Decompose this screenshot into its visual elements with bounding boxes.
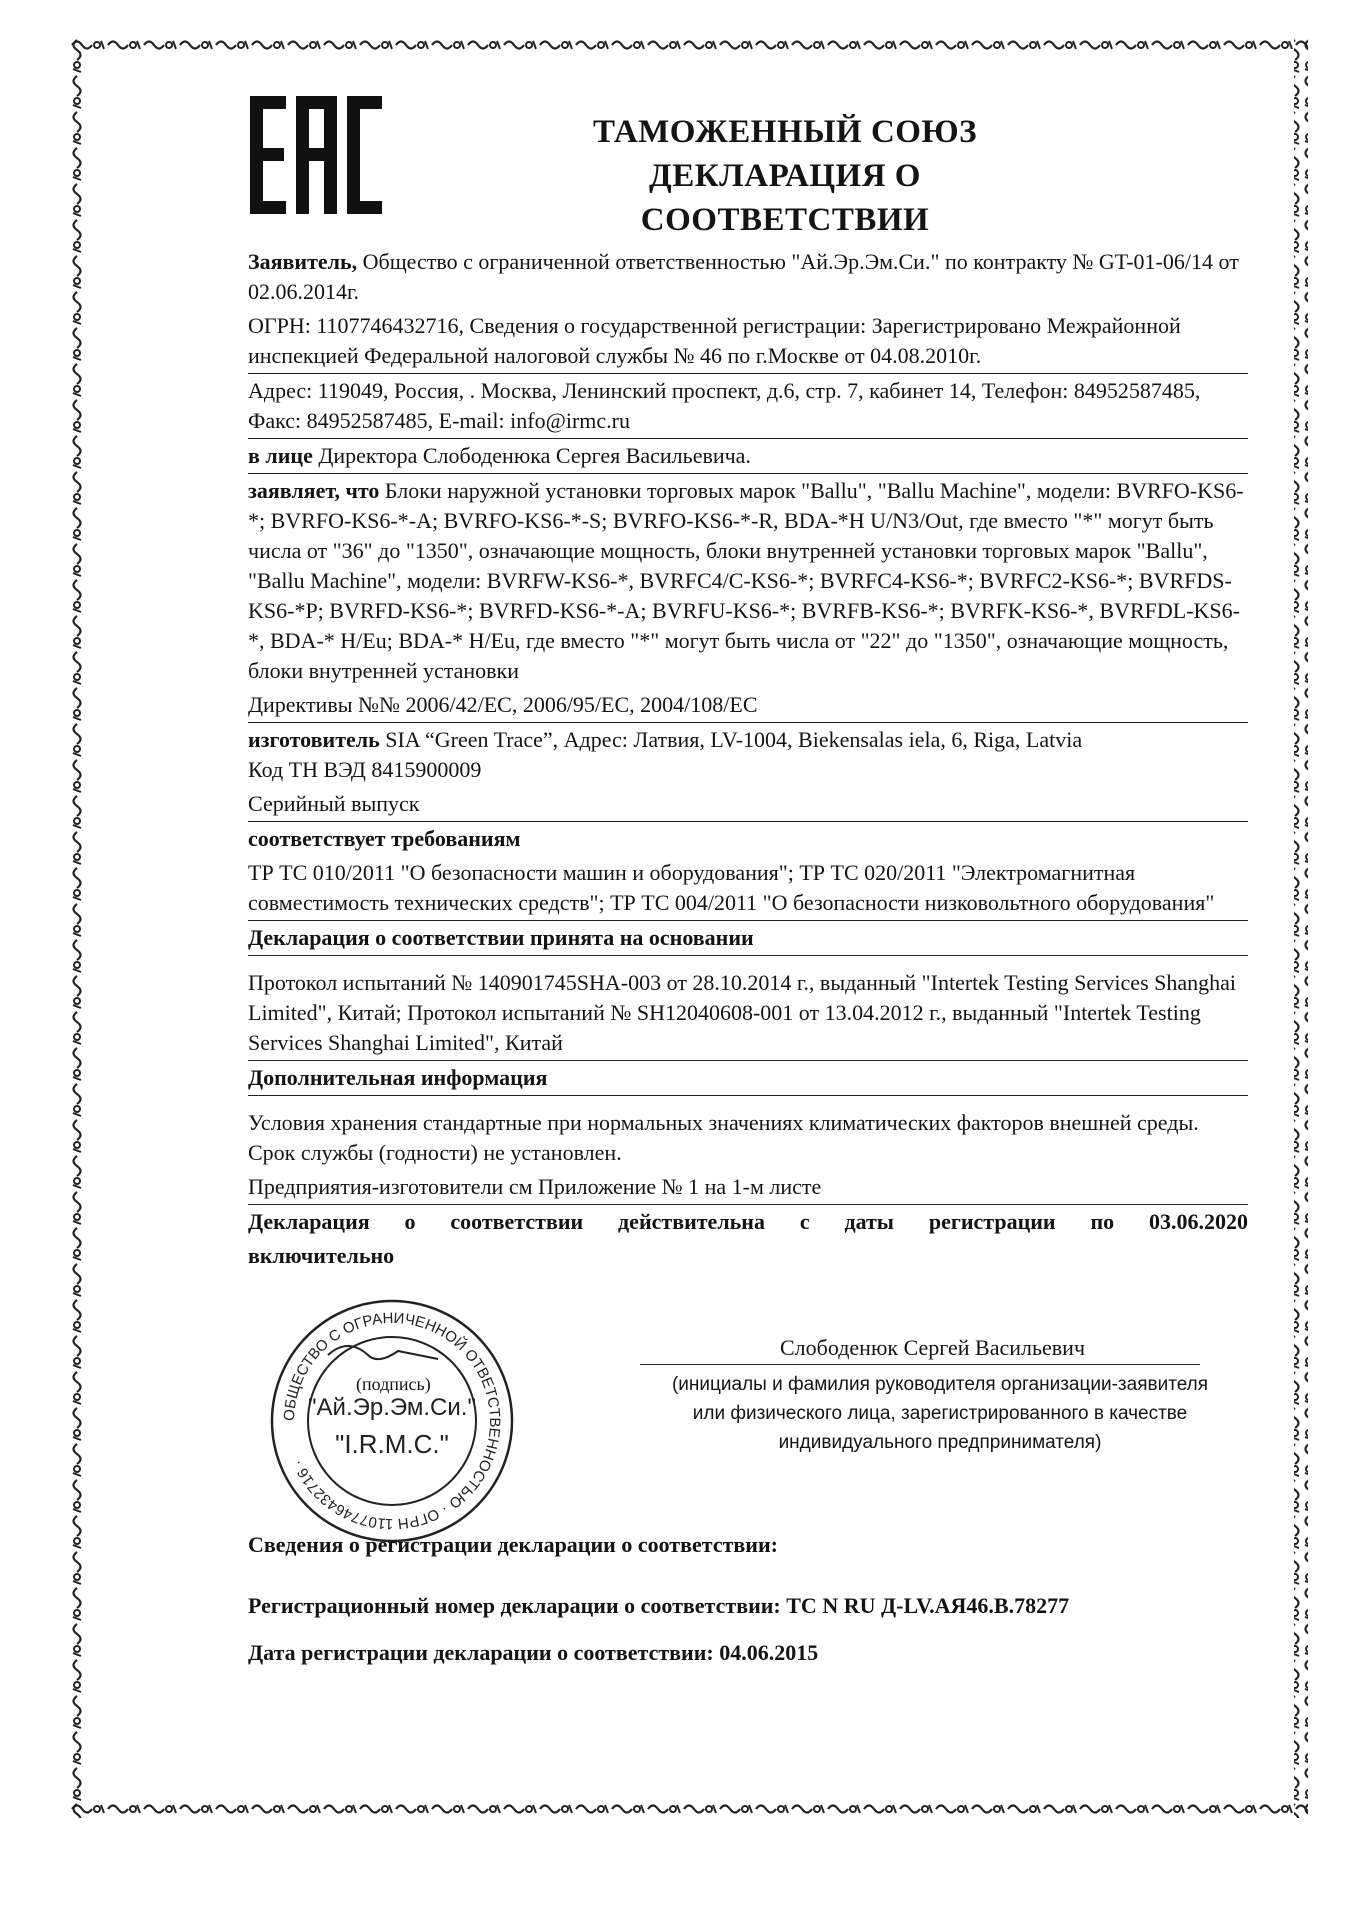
basis-text: Протокол испытаний № 140901745SHA-003 от 28.10.2014 г., выданный "Intertek Testing Services Shanghai Limited", Китай; Протокол испытаний № SH12040608-001 от 13.04.2012 г., выданный "Intertek Testing Services Shanghai Limited", Китай [248,970,1237,1055]
declares-label: заявляет, что [248,478,380,503]
declares-section [248,474,1248,688]
signatory-name: Слободенюк Сергей Васильевич [780,1335,1086,1360]
conforms-text: ТР ТС 010/2011 "О безопасности машин и оборудования"; ТР ТС 020/2011 "Электромагнитная совместимость технических средств"; ТР ТС 004/2011 "О безопасности низковольтного оборудования" [248,860,1215,915]
stamp-center-line-2: "I.R.M.C." [335,1429,449,1459]
person-text: Директора Слободенюка Сергея Васильевича. [312,443,751,468]
declaration-body [248,245,1248,1273]
registration-number: Регистрационный номер декларации о соответствии: ТС N RU Д-LV.АЯ46.В.78277 [248,1593,1070,1618]
stamp-ring-text: ОБЩЕСТВО С ОГРАНИЧЕННОЙ ОТВЕТСТВЕННОСТЬЮ · ОГРН 1107746432716 · [280,1309,504,1533]
manufacturer-section [248,723,1248,787]
manufacturer-text: SIA “Green Trace”, Адрес: Латвия, LV-1004, Biekensalas iela, 6, Riga, Latvia [379,727,1083,752]
directives-text: Директивы №№ 2006/42/EC, 2006/95/EC, 2004/108/EC [248,692,758,717]
declares-text: Блоки наружной установки торговых марок "Ballu", "Ballu Machine", модели: BVRFO-KS6-*; BVRFO-KS6-*-A; BVRFO-KS6-*-S; BVRFO-KS6-*-R, BDA-*H U/N3/Out, где вместо "*" могут быть числа от "36" до "1350", означающие мощность, блоки внутренней установки торговых марок "Ballu", "Ballu Machine", модели: BVRFW-KS6-*, BVRFC4/C-KS6-*; BVRFC4-KS6-*; BVRFC2-KS6-*; BVRFDS-KS6-*P; BVRFD-KS6-*; BVRFD-KS6-*-A; BVRFU-KS6-*; BVRFB-KS6-*; BVRFK-KS6-*, BVRFDL-KS6-*, BDA-* H/Eu; BDA-* H/Eu, где вместо "*" могут быть числа от "22" до "1350", означающие мощность, блоки внутренней установки [248,478,1244,683]
conforms-heading: соответствует требованиям [248,826,521,851]
tn-ved-code: Код ТН ВЭД 8415900009 [248,757,482,782]
stamp-center-line-1: "Ай.Эр.Эм.Си." [308,1394,476,1421]
document-title [520,110,1050,242]
person-label: в лице [248,443,313,468]
conforms-section [248,856,1248,921]
additional-text: Условия хранения стандартные при нормальных значениях климатических факторов внешней среды. Срок службы (годности) не установлен. [248,1110,1199,1165]
applicant-section [248,245,1248,309]
address-text: Адрес: 119049, Россия, . Москва, Ленинский проспект, д.6, стр. 7, кабинет 14, Телефон: 84952587485, Факс: 84952587485, E-mail: info@irmc.ru [248,378,1201,433]
additional-heading: Дополнительная информация [248,1061,1248,1096]
applicant-label: Заявитель, [248,249,358,274]
eac-logo [250,96,382,214]
signature-line [640,1364,1200,1365]
manufacturer-label: изготовитель [248,727,380,752]
registration-date: Дата регистрации декларации о соответствии: 04.06.2015 [248,1640,819,1665]
ogrn-text: ОГРН: 1107746432716, Сведения о государственной регистрации: Зарегистрировано Межрайонной инспекцией Федеральной налоговой службы № 46 по г.Москве от 04.08.2010г. [248,313,1181,368]
address-section [248,374,1248,439]
company-stamp [268,1297,516,1545]
person-section [248,439,1248,474]
basis-heading: Декларация о соответствии принята на основании [248,921,1248,956]
signature-note: (инициалы и фамилия руководителя организации-заявителя или физического лица, зарегистрированного в качестве индивидуального предпринимателя) [671,1374,1209,1453]
applicant-text: Общество с ограниченной ответственностью "Ай.Эр.Эм.Си." по контракту № GT-01-06/14 от 02.06.2014г. [248,249,1239,304]
enterprises-text: Предприятия-изготовители см Приложение № 1 на 1-м листе [248,1174,822,1199]
ogrn-section [248,309,1248,374]
registration-heading: Сведения о регистрации декларации о соответствии: [248,1532,778,1557]
serial-text: Серийный выпуск [248,791,420,816]
title-line-2: ДЕКЛАРАЦИЯ О СООТВЕТСТВИИ [640,158,930,238]
signature-caption: (подпись) [356,1374,431,1394]
serial-section [248,787,1248,822]
additional-section [248,1106,1248,1170]
directives-section [248,688,1248,723]
enterprises-section [248,1170,1248,1205]
basis-section [248,966,1248,1061]
title-line-1: ТАМОЖЕННЫЙ СОЮЗ [592,114,978,150]
validity-line-2: включительно [248,1243,395,1268]
validity-line-1: Декларация о соответствии действительна с даты регистрации по 03.06.2020 [248,1209,1248,1234]
